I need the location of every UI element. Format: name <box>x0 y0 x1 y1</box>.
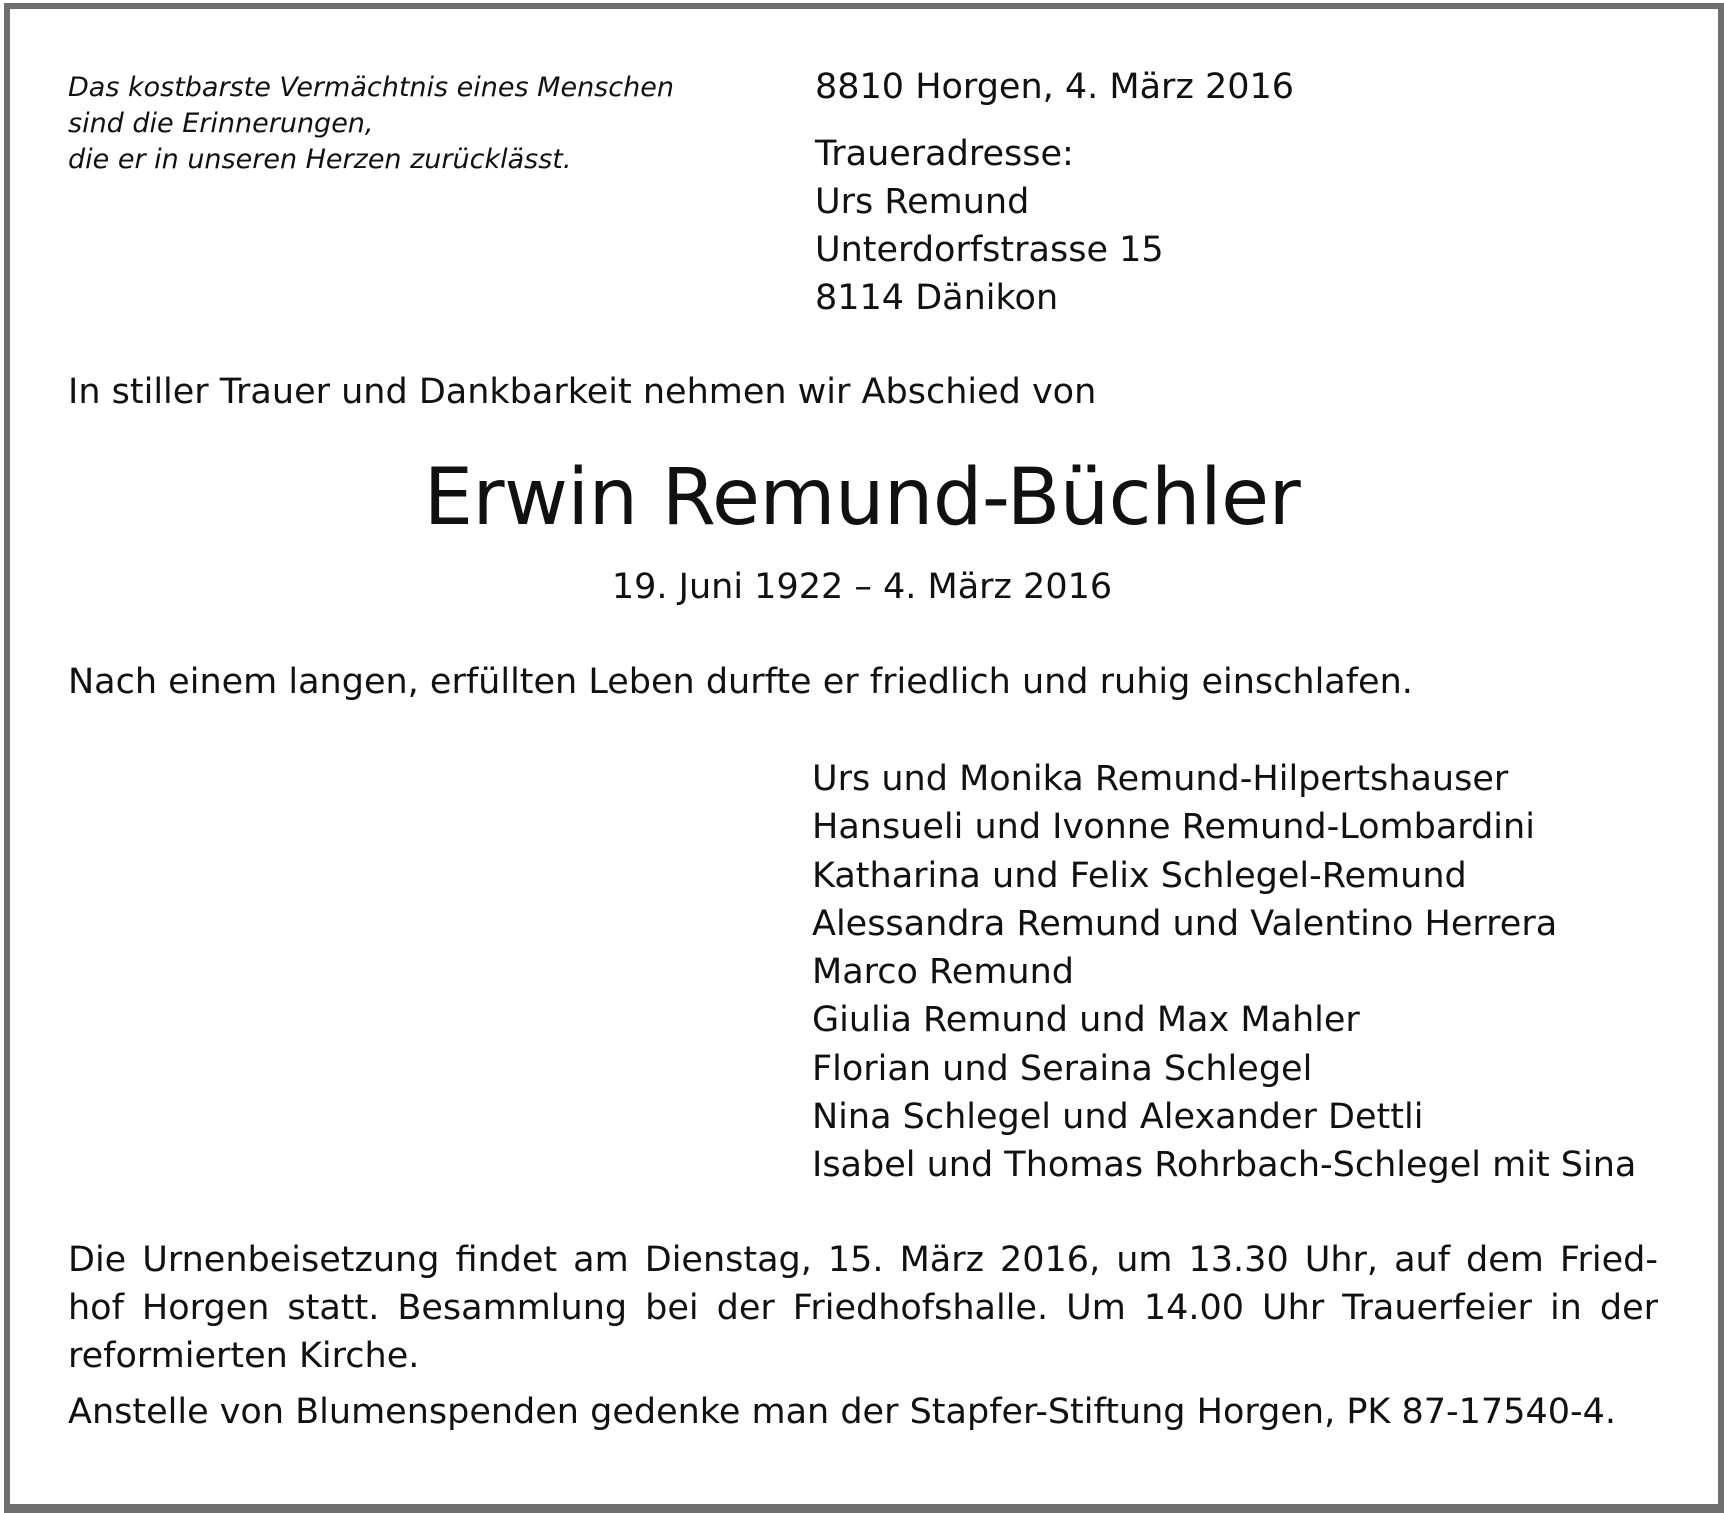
ceremony-line: Die Urnenbeisetzung findet am Dienstag, 15. März 2016, um 13.30 Uhr, auf dem Fried- <box>68 1240 1658 1280</box>
life-dates: 19. Juni 1922 – 4. März 2016 <box>611 567 1113 607</box>
mourner-entry: Katharina und Felix Schlegel-Remund <box>812 855 1467 896</box>
motto-line: Das kostbarste Vermächtnis eines Menschen <box>68 72 674 103</box>
motto-line: sind die Erinnerungen, <box>68 108 374 139</box>
farewell-message: Nach einem langen, erfüllten Leben durfte er friedlich und ruhig einschlafen. <box>68 662 1413 702</box>
mourning-address <box>815 130 1164 322</box>
intro-text: In stiller Trauer und Dankbarkeit nehmen wir Abschied von <box>68 372 1097 412</box>
address-city: 8114 Dänikon <box>815 278 1059 318</box>
mourner-entry: Florian und Seraina Schlegel <box>812 1048 1313 1089</box>
mourners-list <box>812 755 1636 1190</box>
mourner-entry: Alessandra Remund und Valentino Herrera <box>812 903 1558 944</box>
address-street: Unterdorfstrasse 15 <box>815 230 1164 270</box>
mourner-entry: Isabel und Thomas Rohrbach-Schlegel mit Sina <box>812 1145 1637 1186</box>
place-date: 8810 Horgen, 4. März 2016 <box>815 67 1295 107</box>
motto-line: die er in unseren Herzen zurücklässt. <box>68 144 572 175</box>
donation-note: Anstelle von Blumenspenden gedenke man der Stapfer-Stiftung Horgen, PK 87-17540-4. <box>68 1392 1617 1432</box>
motto-quote <box>68 70 674 178</box>
ceremony-line: hof Horgen statt. Besammlung bei der Friedhofshalle. Um 14.00 Uhr Trauerfeier in der <box>68 1288 1658 1328</box>
address-name: Urs Remund <box>815 182 1030 222</box>
mourner-entry: Hansueli und Ivonne Remund-Lombardini <box>812 807 1535 848</box>
mourner-entry: Urs und Monika Remund-Hilpertshauser <box>812 759 1509 799</box>
ceremony-line: reformierten Kirche. <box>68 1336 420 1376</box>
ceremony-info <box>68 1236 1658 1380</box>
mourner-entry: Nina Schlegel und Alexander Dettli <box>812 1097 1424 1138</box>
address-label: Traueradresse: <box>815 134 1074 174</box>
deceased-name: Erwin Remund-Büchler <box>423 453 1301 543</box>
mourner-entry: Giulia Remund und Max Mahler <box>812 1000 1360 1041</box>
mourner-entry: Marco Remund <box>812 952 1075 993</box>
